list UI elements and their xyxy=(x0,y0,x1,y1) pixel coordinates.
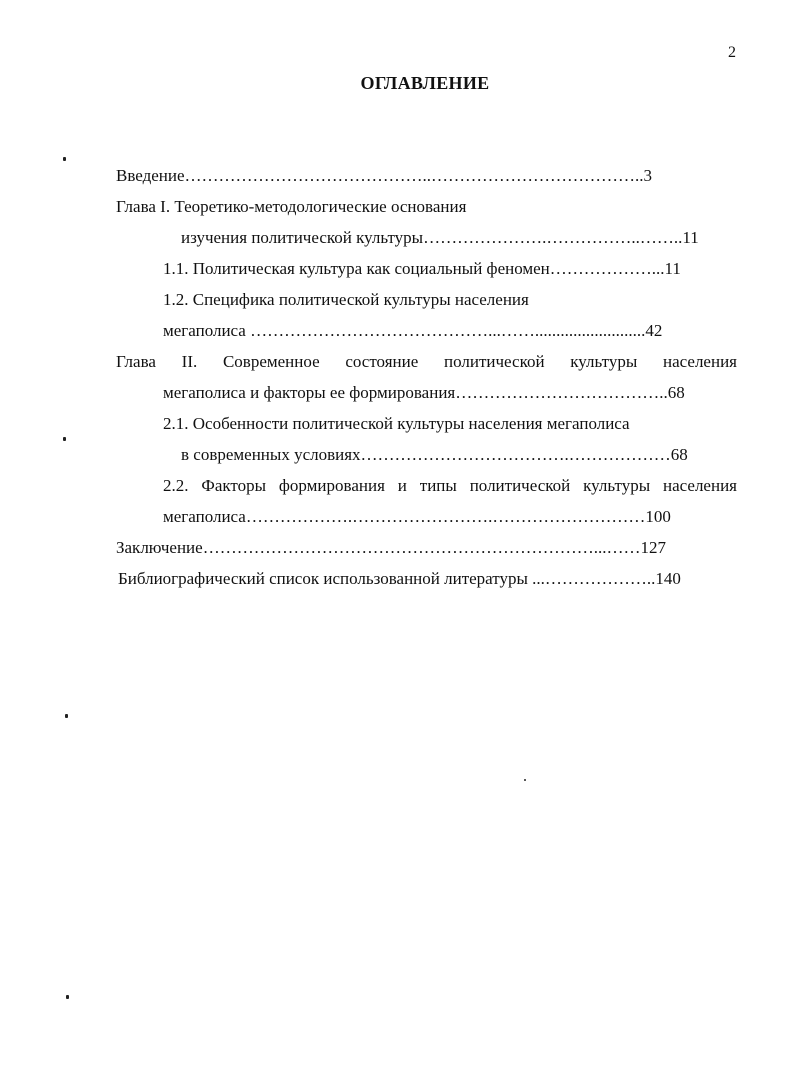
scan-speck xyxy=(63,157,66,161)
scan-speck xyxy=(63,437,66,441)
toc-entry-section-2-2-continuation: мегаполиса……………….…………………….………………………100 xyxy=(163,507,671,526)
toc-entry-section-2-1-continuation: в современных условиях……………………………….………………68 xyxy=(181,445,688,464)
scan-speck xyxy=(66,995,69,999)
toc-entry-section-1-2-title: 1.2. Специфика политической культуры населения xyxy=(163,290,529,309)
toc-entry-chapter-2-title: Глава II. Современное состояние политической культуры населения xyxy=(116,352,737,371)
toc-entry-chapter-1-title: Глава I. Теоретико-методологические основания xyxy=(116,197,467,216)
scan-speck xyxy=(65,714,68,718)
toc-entry-bibliography: Библиографический список использованной литературы ...………………..140 xyxy=(118,569,681,588)
toc-entry-section-1-2-continuation: мегаполиса ……………………………………...……..........................42 xyxy=(163,321,663,340)
toc-entry-conclusion: Заключение……………………………………………………………...……127 xyxy=(116,538,666,557)
toc-entry-chapter-2-continuation: мегаполиса и факторы ее формирования………………………………..68 xyxy=(163,383,685,402)
toc-entry-chapter-1-continuation: изучения политической культуры………………….……………..……..11 xyxy=(181,228,699,247)
page-number: 2 xyxy=(728,44,736,61)
page-title: ОГЛАВЛЕНИЕ xyxy=(360,73,490,93)
scan-speck xyxy=(524,779,526,781)
toc-entry-introduction: Введение……………………………………..………………………………..3 xyxy=(116,166,653,185)
toc-entry-section-2-1-title: 2.1. Особенности политической культуры населения мегаполиса xyxy=(163,414,630,433)
toc-entry-section-2-2-title: 2.2. Факторы формирования и типы политической культуры населения xyxy=(163,476,737,495)
toc-entry-section-1-1: 1.1. Политическая культура как социальный феномен………………...11 xyxy=(163,259,681,278)
